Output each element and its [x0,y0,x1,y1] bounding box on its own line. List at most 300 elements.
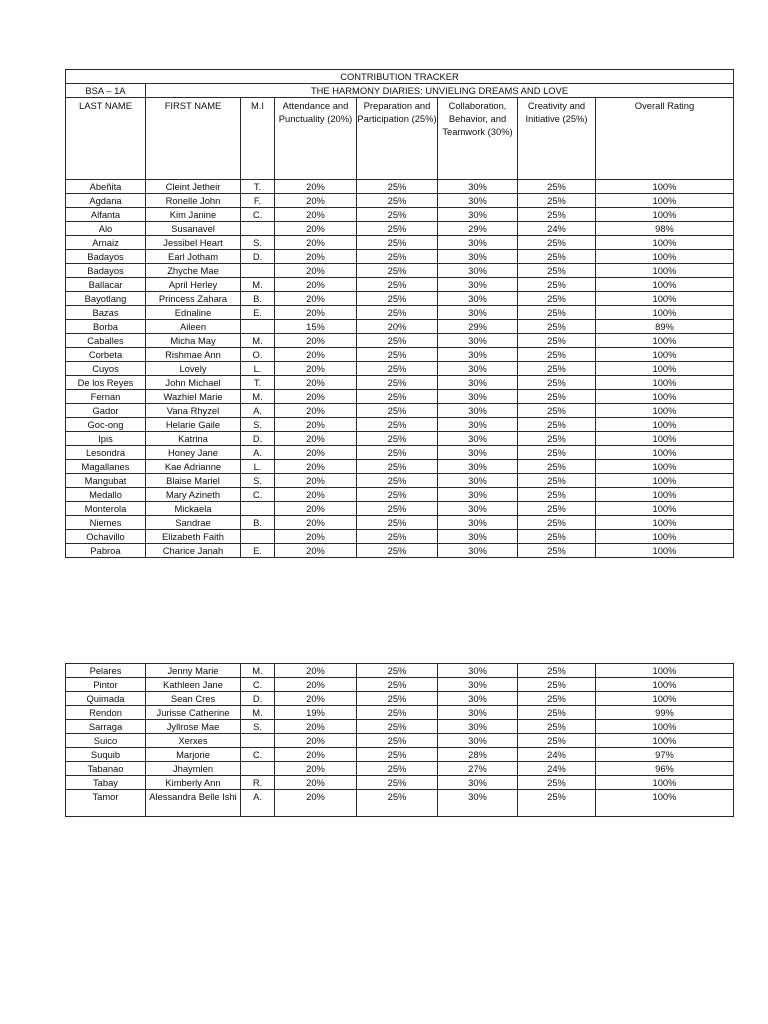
last-name-cell: Pelares [66,664,146,678]
preparation-cell: 25% [357,678,438,692]
collaboration-cell: 30% [438,208,518,222]
overall-rating-cell: 100% [596,790,734,817]
creativity-cell: 24% [518,748,596,762]
creativity-cell: 25% [518,418,596,432]
creativity-cell: 25% [518,250,596,264]
middle-initial-cell: M. [241,278,275,292]
attendance-cell: 20% [275,390,357,404]
overall-rating-cell: 97% [596,748,734,762]
last-name-cell: Ochavillo [66,530,146,544]
preparation-cell: 25% [357,734,438,748]
last-name-cell: Suico [66,734,146,748]
creativity-cell: 25% [518,194,596,208]
last-name-cell: Ballacar [66,278,146,292]
table-row [66,432,734,446]
first-name-cell: Wazhiel Marie [146,390,241,404]
overall-rating-cell: 100% [596,278,734,292]
preparation-cell: 25% [357,390,438,404]
first-name-cell: Honey Jane [146,446,241,460]
last-name-cell: Niemes [66,516,146,530]
tracker-title: CONTRIBUTION TRACKER [66,70,734,84]
collaboration-cell: 30% [438,292,518,306]
last-name-cell: Badayos [66,264,146,278]
middle-initial-cell: C. [241,678,275,692]
table-row [66,208,734,222]
middle-initial-cell: F. [241,194,275,208]
first-name-cell: Zhyche Mae [146,264,241,278]
first-name-cell: Mary Azineth [146,488,241,502]
middle-initial-cell [241,734,275,748]
last-name-cell: Goc-ong [66,418,146,432]
table-row [66,320,734,334]
preparation-cell: 25% [357,180,438,194]
creativity-cell: 25% [518,734,596,748]
overall-rating-cell: 100% [596,474,734,488]
attendance-cell: 20% [275,530,357,544]
table-row [66,678,734,692]
middle-initial-cell: R. [241,776,275,790]
last-name-cell: Suquib [66,748,146,762]
collaboration-cell: 30% [438,488,518,502]
first-name-cell: Helarie Gaile [146,418,241,432]
preparation-cell: 25% [357,278,438,292]
first-name-cell: Cleint Jetheir [146,180,241,194]
first-name-cell: Ronelle John [146,194,241,208]
middle-initial-cell [241,762,275,776]
attendance-cell: 20% [275,516,357,530]
preparation-cell: 25% [357,776,438,790]
table-row [66,460,734,474]
middle-initial-cell: M. [241,706,275,720]
last-name-cell: Monterola [66,502,146,516]
table-row [66,404,734,418]
creativity-cell: 25% [518,720,596,734]
middle-initial-cell: S. [241,720,275,734]
attendance-cell: 20% [275,418,357,432]
table-row [66,734,734,748]
header-last-name: LAST NAME [66,98,146,180]
table-row [66,418,734,432]
first-name-cell: Aileen [146,320,241,334]
attendance-cell: 20% [275,446,357,460]
table-row [66,790,734,817]
preparation-cell: 25% [357,460,438,474]
creativity-cell: 25% [518,474,596,488]
table-row [66,748,734,762]
last-name-cell: Mangubat [66,474,146,488]
first-name-cell: Alessandra Belle Ishi [146,790,241,817]
last-name-cell: Quimada [66,692,146,706]
last-name-cell: Lesondra [66,446,146,460]
first-name-cell: Jyllrose Mae [146,720,241,734]
last-name-cell: Magallanes [66,460,146,474]
collaboration-cell: 30% [438,678,518,692]
preparation-cell: 25% [357,292,438,306]
preparation-cell: 25% [357,720,438,734]
last-name-cell: Rendon [66,706,146,720]
header-collaboration: Collaboration, Behavior, and Teamwork (30%) [438,98,518,180]
last-name-cell: Tabay [66,776,146,790]
table-row [66,180,734,194]
project-title: THE HARMONY DIARIES: UNVIELING DREAMS AND LOVE [146,84,734,98]
attendance-cell: 20% [275,404,357,418]
preparation-cell: 25% [357,516,438,530]
collaboration-cell: 28% [438,748,518,762]
collaboration-cell: 30% [438,418,518,432]
overall-rating-cell: 100% [596,692,734,706]
overall-rating-cell: 100% [596,446,734,460]
header-first-name: FIRST NAME [146,98,241,180]
first-name-cell: Katrina [146,432,241,446]
creativity-cell: 25% [518,180,596,194]
creativity-cell: 25% [518,446,596,460]
first-name-cell: Kimberly Ann [146,776,241,790]
collaboration-cell: 30% [438,734,518,748]
middle-initial-cell [241,502,275,516]
preparation-cell: 25% [357,502,438,516]
collaboration-cell: 30% [438,264,518,278]
creativity-cell: 25% [518,544,596,558]
creativity-cell: 25% [518,664,596,678]
last-name-cell: Bayotlang [66,292,146,306]
overall-rating-cell: 100% [596,678,734,692]
preparation-cell: 20% [357,320,438,334]
last-name-cell: Agdana [66,194,146,208]
middle-initial-cell: E. [241,544,275,558]
table-row [66,376,734,390]
attendance-cell: 20% [275,222,357,236]
table-row [66,474,734,488]
attendance-cell: 19% [275,706,357,720]
attendance-cell: 20% [275,334,357,348]
preparation-cell: 25% [357,208,438,222]
middle-initial-cell: B. [241,292,275,306]
first-name-cell: Micha May [146,334,241,348]
table-row [66,516,734,530]
header-creativity: Creativity and Initiative (25%) [518,98,596,180]
overall-rating-cell: 100% [596,362,734,376]
creativity-cell: 25% [518,776,596,790]
last-name-cell: Alo [66,222,146,236]
attendance-cell: 20% [275,474,357,488]
middle-initial-cell: M. [241,334,275,348]
first-name-cell: Sandrae [146,516,241,530]
creativity-cell: 25% [518,678,596,692]
first-name-cell: Jessibel Heart [146,236,241,250]
attendance-cell: 20% [275,762,357,776]
last-name-cell: Bazas [66,306,146,320]
creativity-cell: 25% [518,790,596,817]
preparation-cell: 25% [357,418,438,432]
attendance-cell: 20% [275,734,357,748]
first-name-cell: Xerxes [146,734,241,748]
table-row [66,664,734,678]
preparation-cell: 25% [357,236,438,250]
middle-initial-cell: D. [241,432,275,446]
table-row [66,278,734,292]
attendance-cell: 20% [275,180,357,194]
overall-rating-cell: 100% [596,236,734,250]
table-row [66,194,734,208]
collaboration-cell: 30% [438,692,518,706]
preparation-cell: 25% [357,748,438,762]
creativity-cell: 25% [518,348,596,362]
creativity-cell: 25% [518,488,596,502]
first-name-cell: Jenny Marie [146,664,241,678]
table-row [66,264,734,278]
table-row [66,530,734,544]
overall-rating-cell: 100% [596,488,734,502]
attendance-cell: 20% [275,376,357,390]
overall-rating-cell: 100% [596,404,734,418]
first-name-cell: Sean Cres [146,692,241,706]
collaboration-cell: 30% [438,432,518,446]
collaboration-cell: 30% [438,236,518,250]
collaboration-cell: 30% [438,516,518,530]
attendance-cell: 20% [275,460,357,474]
preparation-cell: 25% [357,404,438,418]
table-row [66,222,734,236]
section-row [66,84,734,98]
middle-initial-cell [241,222,275,236]
collaboration-cell: 30% [438,530,518,544]
first-name-cell: Blaise Mariel [146,474,241,488]
attendance-cell: 20% [275,306,357,320]
creativity-cell: 25% [518,208,596,222]
collaboration-cell: 30% [438,194,518,208]
collaboration-cell: 30% [438,446,518,460]
attendance-cell: 20% [275,544,357,558]
overall-rating-cell: 98% [596,222,734,236]
collaboration-cell: 30% [438,720,518,734]
first-name-cell: Lovely [146,362,241,376]
creativity-cell: 25% [518,432,596,446]
first-name-cell: Ednaline [146,306,241,320]
header-row [66,98,734,180]
overall-rating-cell: 100% [596,376,734,390]
middle-initial-cell: B. [241,516,275,530]
first-name-cell: Earl Jotham [146,250,241,264]
attendance-cell: 20% [275,488,357,502]
overall-rating-cell: 89% [596,320,734,334]
overall-rating-cell: 100% [596,250,734,264]
creativity-cell: 25% [518,390,596,404]
creativity-cell: 24% [518,762,596,776]
middle-initial-cell: C. [241,748,275,762]
table-row [66,306,734,320]
preparation-cell: 25% [357,250,438,264]
middle-initial-cell: A. [241,404,275,418]
middle-initial-cell: A. [241,790,275,817]
first-name-cell: Charice Janah [146,544,241,558]
middle-initial-cell: C. [241,208,275,222]
attendance-cell: 20% [275,362,357,376]
first-name-cell: April Herley [146,278,241,292]
preparation-cell: 25% [357,194,438,208]
preparation-cell: 25% [357,306,438,320]
attendance-cell: 20% [275,208,357,222]
middle-initial-cell: T. [241,180,275,194]
overall-rating-cell: 100% [596,530,734,544]
first-name-cell: John Michael [146,376,241,390]
last-name-cell: Caballes [66,334,146,348]
middle-initial-cell [241,530,275,544]
preparation-cell: 25% [357,544,438,558]
first-name-cell: Marjorie [146,748,241,762]
collaboration-cell: 30% [438,474,518,488]
creativity-cell: 25% [518,320,596,334]
table-row [66,544,734,558]
creativity-cell: 25% [518,278,596,292]
collaboration-cell: 30% [438,502,518,516]
middle-initial-cell: E. [241,306,275,320]
attendance-cell: 15% [275,320,357,334]
last-name-cell: Badayos [66,250,146,264]
preparation-cell: 25% [357,222,438,236]
first-name-cell: Princess Zahara [146,292,241,306]
creativity-cell: 25% [518,404,596,418]
table-row [66,762,734,776]
attendance-cell: 20% [275,678,357,692]
overall-rating-cell: 100% [596,264,734,278]
preparation-cell: 25% [357,790,438,817]
creativity-cell: 25% [518,706,596,720]
preparation-cell: 25% [357,264,438,278]
collaboration-cell: 30% [438,250,518,264]
overall-rating-cell: 100% [596,348,734,362]
preparation-cell: 25% [357,474,438,488]
overall-rating-cell: 100% [596,306,734,320]
table-row [66,390,734,404]
attendance-cell: 20% [275,264,357,278]
collaboration-cell: 30% [438,334,518,348]
creativity-cell: 25% [518,516,596,530]
header-attendance: Attendance and Punctuality (20%) [275,98,357,180]
creativity-cell: 25% [518,460,596,474]
creativity-cell: 25% [518,264,596,278]
attendance-cell: 20% [275,790,357,817]
creativity-cell: 24% [518,222,596,236]
first-name-cell: Susanavel [146,222,241,236]
last-name-cell: Corbeta [66,348,146,362]
table-row [66,488,734,502]
overall-rating-cell: 100% [596,664,734,678]
first-name-cell: Vana Rhyzel [146,404,241,418]
overall-rating-cell: 100% [596,292,734,306]
attendance-cell: 20% [275,194,357,208]
preparation-cell: 25% [357,446,438,460]
overall-rating-cell: 100% [596,180,734,194]
last-name-cell: Medallo [66,488,146,502]
creativity-cell: 25% [518,362,596,376]
last-name-cell: Gador [66,404,146,418]
last-name-cell: Pabroa [66,544,146,558]
preparation-cell: 25% [357,706,438,720]
first-name-cell: Jhaymlen [146,762,241,776]
overall-rating-cell: 100% [596,502,734,516]
middle-initial-cell: S. [241,236,275,250]
middle-initial-cell: A. [241,446,275,460]
middle-initial-cell: S. [241,474,275,488]
overall-rating-cell: 100% [596,194,734,208]
overall-rating-cell: 100% [596,720,734,734]
header-middle-initial: M.I [241,98,275,180]
attendance-cell: 20% [275,278,357,292]
collaboration-cell: 27% [438,762,518,776]
table-row [66,706,734,720]
collaboration-cell: 30% [438,460,518,474]
preparation-cell: 25% [357,348,438,362]
first-name-cell: Kim Janine [146,208,241,222]
last-name-cell: Cuyos [66,362,146,376]
creativity-cell: 25% [518,376,596,390]
collaboration-cell: 30% [438,776,518,790]
preparation-cell: 25% [357,488,438,502]
middle-initial-cell [241,320,275,334]
creativity-cell: 25% [518,530,596,544]
preparation-cell: 25% [357,432,438,446]
attendance-cell: 20% [275,502,357,516]
overall-rating-cell: 100% [596,390,734,404]
preparation-cell: 25% [357,692,438,706]
collaboration-cell: 30% [438,390,518,404]
contribution-table-top [65,69,734,558]
middle-initial-cell: T. [241,376,275,390]
header-overall-rating: Overall Rating [596,98,734,180]
creativity-cell: 25% [518,502,596,516]
table-row [66,502,734,516]
last-name-cell: Tabanao [66,762,146,776]
table-row [66,334,734,348]
collaboration-cell: 30% [438,278,518,292]
overall-rating-cell: 100% [596,418,734,432]
attendance-cell: 20% [275,292,357,306]
preparation-cell: 25% [357,334,438,348]
preparation-cell: 25% [357,762,438,776]
middle-initial-cell: S. [241,418,275,432]
overall-rating-cell: 100% [596,544,734,558]
middle-initial-cell: O. [241,348,275,362]
middle-initial-cell: L. [241,362,275,376]
preparation-cell: 25% [357,530,438,544]
middle-initial-cell: L. [241,460,275,474]
overall-rating-cell: 99% [596,706,734,720]
first-name-cell: Kae Adrianne [146,460,241,474]
attendance-cell: 20% [275,432,357,446]
last-name-cell: Alfanta [66,208,146,222]
last-name-cell: Sarraga [66,720,146,734]
collaboration-cell: 30% [438,376,518,390]
overall-rating-cell: 100% [596,208,734,222]
middle-initial-cell: D. [241,692,275,706]
table-row [66,348,734,362]
creativity-cell: 25% [518,334,596,348]
overall-rating-cell: 100% [596,460,734,474]
first-name-cell: Jurisse Catherine [146,706,241,720]
attendance-cell: 20% [275,720,357,734]
overall-rating-cell: 100% [596,334,734,348]
attendance-cell: 20% [275,776,357,790]
first-name-cell: Mickaela [146,502,241,516]
section-label: BSA – 1A [66,84,146,98]
collaboration-cell: 30% [438,544,518,558]
first-name-cell: Kathleen Jane [146,678,241,692]
middle-initial-cell [241,264,275,278]
overall-rating-cell: 100% [596,516,734,530]
table-row [66,446,734,460]
title-row [66,70,734,84]
header-preparation: Preparation and Participation (25%) [357,98,438,180]
